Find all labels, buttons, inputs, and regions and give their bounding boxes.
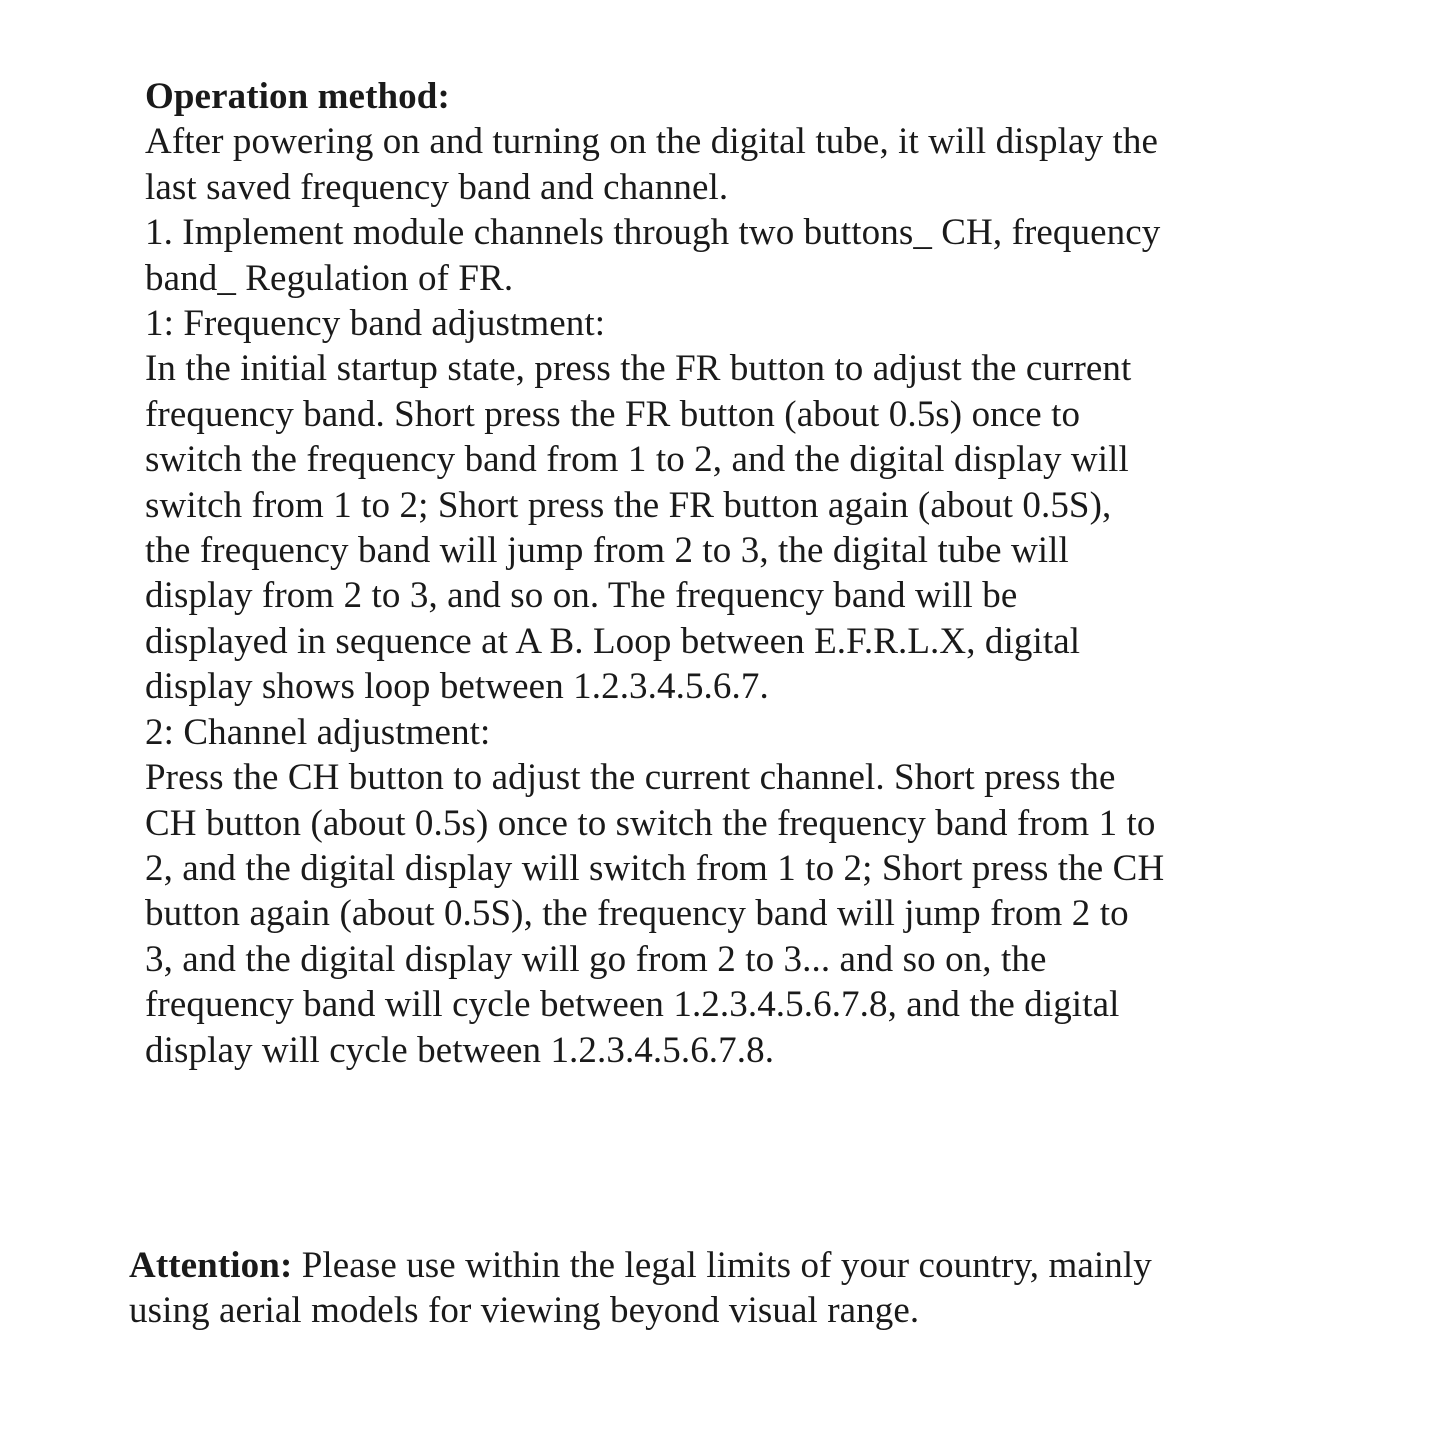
frequency-band-subheading: 1: Frequency band adjustment: xyxy=(145,303,606,345)
operation-line: Press the CH button to adjust the current channel. Short press the xyxy=(145,757,1116,799)
attention-line-1 xyxy=(129,1243,1329,1288)
operation-heading: Operation method: xyxy=(145,76,450,117)
attention-section xyxy=(129,1243,1329,1333)
operation-line: last saved frequency band and channel. xyxy=(145,166,729,208)
operation-line: frequency band. Short press the FR button (about 0.5s) once to xyxy=(145,393,1081,435)
operation-line: display will cycle between 1.2.3.4.5.6.7.8. xyxy=(145,1029,775,1071)
operation-line: the frequency band will jump from 2 to 3, the digital tube will xyxy=(145,530,1069,572)
operation-line: button again (about 0.5S), the frequency band will jump from 2 to xyxy=(145,893,1129,935)
operation-line: 3, and the digital display will go from 2 to 3... and so on, the xyxy=(145,938,1047,980)
operation-line: After powering on and turning on the digital tube, it will display the xyxy=(145,121,1159,163)
attention-line-2: using aerial models for viewing beyond visual range. xyxy=(129,1290,920,1331)
operation-line: displayed in sequence at A B. Loop between E.F.R.L.X, digital xyxy=(145,620,1081,662)
operation-line: 1. Implement module channels through two buttons_ CH, frequency xyxy=(145,212,1161,254)
operation-line: switch from 1 to 2; Short press the FR button again (about 0.5S), xyxy=(145,484,1112,526)
operation-line: In the initial startup state, press the FR button to adjust the current xyxy=(145,348,1132,390)
operation-line: switch the frequency band from 1 to 2, and the digital display will xyxy=(145,439,1129,481)
operation-line: band_ Regulation of FR. xyxy=(145,257,514,299)
operation-line: 2, and the digital display will switch from 1 to 2; Short press the CH xyxy=(145,847,1165,889)
attention-label: Attention: xyxy=(129,1245,293,1286)
operation-line: display from 2 to 3, and so on. The frequency band will be xyxy=(145,575,1018,617)
attention-text: Please use within the legal limits of your country, mainly xyxy=(292,1245,1152,1286)
operation-line: CH button (about 0.5s) once to switch the frequency band from 1 to xyxy=(145,802,1156,844)
operation-section xyxy=(145,74,1325,1073)
operation-line: display shows loop between 1.2.3.4.5.6.7. xyxy=(145,666,769,708)
operation-line: frequency band will cycle between 1.2.3.4.5.6.7.8, and the digital xyxy=(145,984,1120,1026)
channel-subheading: 2: Channel adjustment: xyxy=(145,711,491,753)
